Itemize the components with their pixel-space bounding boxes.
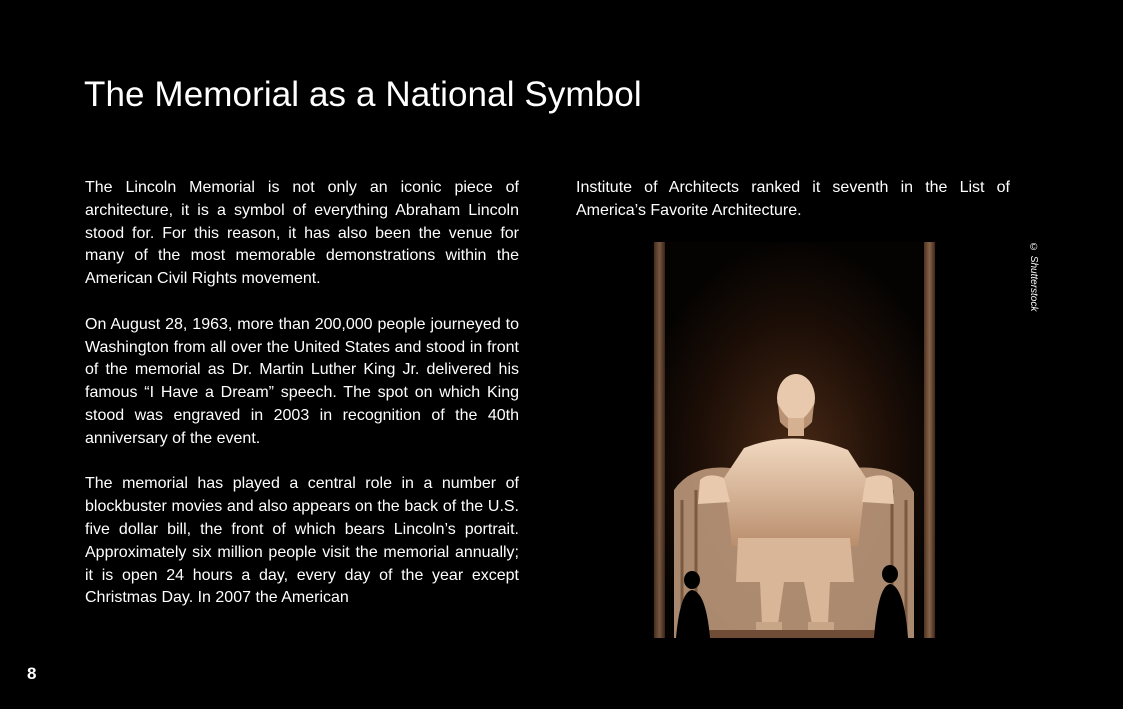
text-column-left xyxy=(85,177,519,610)
page-title: The Memorial as a National Symbol xyxy=(84,75,642,114)
page-number: 8 xyxy=(27,664,37,683)
paragraph-popular-culture: The memorial has played a central role in a number of blockbuster movies and also appears on the back of the U.S. five dollar bill, the front of which bears Lincoln’s portrait. Approximately six million people visit the memorial annually; it is open 24 hours a day, every day of the year except Christmas Day. In 2007 the American xyxy=(85,475,519,607)
paragraph-dream-speech: On August 28, 1963, more than 200,000 people journeyed to Washington from all over the United States and stood in front of the memorial as Dr. Martin Luther King Jr. delivered his famous “I Have a Dream” speech. The spot on which King stood was engraved in 2003 in recognition of the 40th anniversary of the event. xyxy=(85,315,519,447)
text-column-right xyxy=(576,177,1010,223)
paragraph-intro: The Lincoln Memorial is not only an iconic piece of architecture, it is a symbol of everything Abraham Lincoln stood for. For this reason, it has also been the venue for many of the most memorable demonstrations within the American Civil Rights movement. xyxy=(85,179,519,288)
lincoln-statue-photo xyxy=(652,242,936,638)
paragraph-continuation: Institute of Architects ranked it seventh in the List of America’s Favorite Architecture. xyxy=(576,179,1010,219)
photo-credit: © Shutterstock xyxy=(1028,242,1039,312)
